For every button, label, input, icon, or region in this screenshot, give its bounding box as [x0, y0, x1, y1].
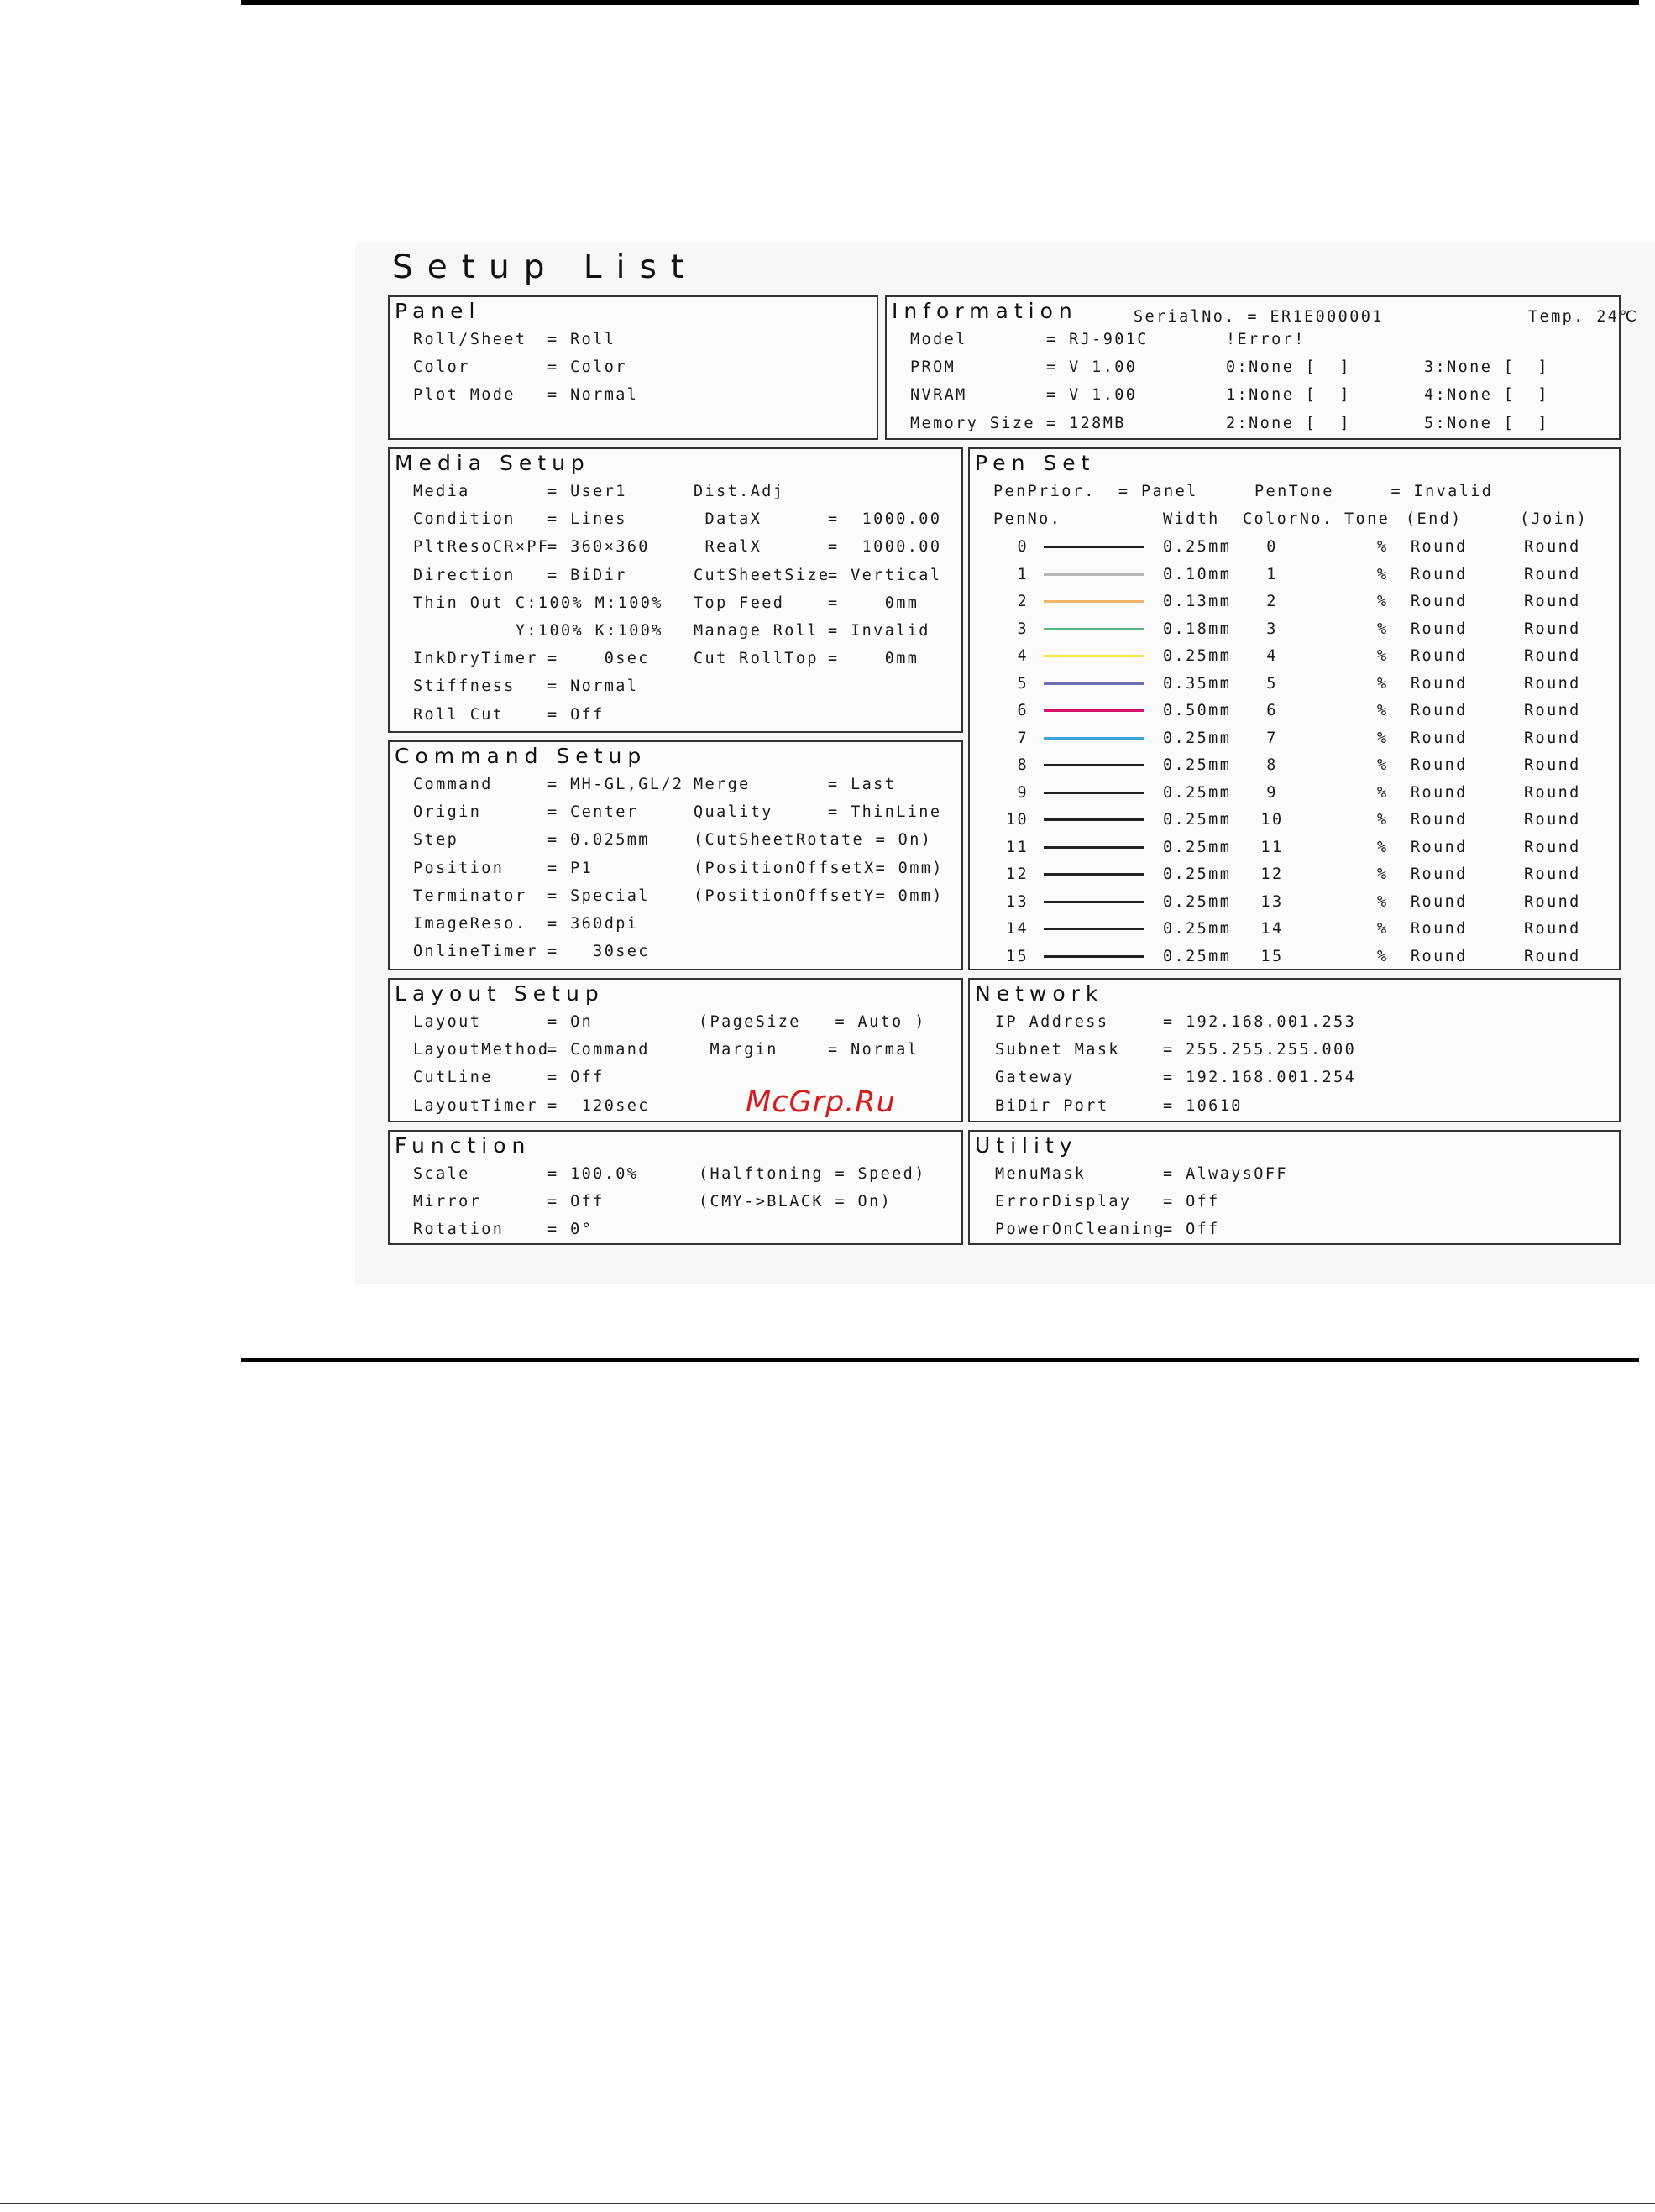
- utility-value: = Off: [1163, 1221, 1220, 1239]
- pen-width: 0.25mm: [1163, 920, 1232, 938]
- temperature: Temp. 24℃: [1528, 308, 1639, 326]
- pen-color-no: 3: [1266, 620, 1278, 638]
- network-key: IP Address: [995, 1013, 1109, 1031]
- media-key: Roll Cut: [413, 705, 505, 724]
- pen-number: 8: [1017, 756, 1029, 774]
- info-slot: 2:None [ ]: [1226, 414, 1351, 432]
- command-key: Command: [413, 776, 493, 793]
- pen-color-no: 15: [1260, 947, 1284, 965]
- pen-line-sample: [1044, 901, 1144, 903]
- pen-join: Round: [1524, 892, 1581, 911]
- media-value-2: = 0mm: [828, 650, 919, 668]
- pen-color-no: 10: [1260, 811, 1284, 829]
- setting-key: Plot Mode: [413, 386, 516, 405]
- media-value: = Off: [547, 705, 605, 724]
- pen-number: 15: [1005, 947, 1029, 965]
- pen-color-no: 8: [1266, 756, 1278, 774]
- info-slot: 3:None [ ]: [1424, 358, 1549, 377]
- media-value-2: = 0mm: [828, 594, 919, 612]
- pen-join: Round: [1524, 565, 1581, 583]
- pen-number: 11: [1005, 838, 1029, 856]
- media-key-2: Top Feed: [694, 594, 785, 612]
- pen-width: 0.25mm: [1163, 838, 1232, 856]
- command-key: OnlineTimer: [413, 943, 538, 961]
- setting-key: Color: [413, 358, 470, 377]
- utility-section: [968, 1130, 1621, 1245]
- media-key: PltResoCR×PF: [413, 538, 550, 557]
- layout-key-2: Margin: [699, 1041, 778, 1059]
- command-key: Step: [413, 831, 459, 850]
- pen-set-section: [968, 447, 1621, 970]
- function-value: = 100.0%: [547, 1165, 639, 1183]
- pen-number: 3: [1017, 620, 1029, 638]
- command-value: = Center: [547, 803, 639, 822]
- page-edge-rule: [0, 2203, 1655, 2204]
- network-title: Network: [975, 981, 1104, 1006]
- pen-priority: PenPrior. = Panel: [993, 483, 1198, 500]
- pen-tone: %: [1377, 538, 1389, 556]
- media-value: = 0sec: [547, 650, 650, 668]
- pen-tone: %: [1377, 811, 1389, 829]
- information-title: Information: [892, 299, 1078, 323]
- pen-line-sample: [1044, 764, 1144, 766]
- pen-color-no: 5: [1266, 674, 1278, 693]
- command-value: = 30sec: [547, 943, 650, 961]
- bottom-rule: [241, 1358, 1639, 1362]
- media-value-2: = 1000.00: [828, 510, 942, 529]
- pen-number: 4: [1017, 647, 1029, 665]
- command-setup-title: Command Setup: [395, 744, 647, 768]
- pen-number: 12: [1005, 865, 1029, 883]
- pen-line-sample: [1044, 600, 1144, 603]
- pen-end: Round: [1411, 892, 1468, 911]
- pen-join: Round: [1524, 756, 1581, 774]
- info-slot: !Error!: [1226, 331, 1306, 348]
- pen-set-title: Pen Set: [975, 451, 1096, 475]
- setting-value: = Normal: [547, 386, 639, 405]
- network-section: [968, 978, 1621, 1122]
- media-key-2: Cut RollTop: [694, 650, 819, 668]
- setting-value: = Roll: [547, 331, 616, 348]
- setting-value: = Color: [547, 358, 627, 377]
- pen-tone: %: [1377, 620, 1389, 638]
- network-value: = 192.168.001.253: [1163, 1013, 1357, 1031]
- utility-key: PowerOnCleaning: [995, 1221, 1166, 1239]
- pen-join: Round: [1524, 647, 1581, 665]
- media-value-2: = Invalid: [828, 622, 930, 640]
- pen-tone: %: [1377, 702, 1389, 719]
- pen-tone: %: [1377, 729, 1389, 747]
- function-key: Scale: [413, 1165, 470, 1183]
- pen-end: Round: [1411, 620, 1468, 638]
- page-title: Setup List: [392, 248, 699, 286]
- media-key-2: Dist.Adj: [694, 483, 785, 500]
- pen-width: 0.35mm: [1163, 674, 1232, 693]
- info-slot: 0:None [ ]: [1226, 358, 1351, 377]
- command-value: = Special: [547, 886, 650, 905]
- pen-color-no: 6: [1266, 702, 1278, 719]
- pen-tone: %: [1377, 947, 1389, 965]
- command-key-2: (PositionOffsetY= 0mm): [694, 886, 944, 905]
- pen-color-no: 0: [1266, 538, 1278, 556]
- command-key: ImageReso.: [413, 915, 527, 933]
- pen-line-sample: [1044, 873, 1144, 876]
- pen-tone: %: [1377, 593, 1389, 610]
- layout-key: LayoutMethod: [413, 1041, 550, 1059]
- info-value: = RJ-901C: [1046, 331, 1149, 348]
- pen-end: Round: [1411, 865, 1468, 883]
- pen-tone: %: [1377, 565, 1389, 583]
- media-value-2: = Vertical: [828, 566, 942, 584]
- command-setup-section: [388, 740, 963, 970]
- pen-width: 0.25mm: [1163, 865, 1232, 883]
- pen-join: Round: [1524, 865, 1581, 883]
- pen-tone: %: [1377, 920, 1389, 938]
- pen-join: Round: [1524, 729, 1581, 747]
- layout-value-2: = Normal: [828, 1041, 919, 1059]
- layout-value: = On: [547, 1013, 594, 1031]
- pen-number: 2: [1017, 593, 1029, 610]
- pen-number: 10: [1005, 811, 1029, 829]
- header-tone: Tone: [1344, 510, 1391, 528]
- pen-tone: %: [1377, 674, 1389, 693]
- media-value: = Lines: [547, 510, 627, 529]
- pen-color-no: 13: [1260, 892, 1284, 911]
- pen-number: 13: [1005, 892, 1029, 911]
- pen-color-no: 14: [1260, 920, 1284, 938]
- media-key: Condition: [413, 510, 516, 529]
- media-key: Media: [413, 483, 470, 500]
- pen-line-sample: [1044, 655, 1144, 657]
- pen-join: Round: [1524, 593, 1581, 610]
- media-value: = Normal: [547, 677, 639, 696]
- media-value: = User1: [547, 483, 627, 500]
- pen-end: Round: [1411, 565, 1468, 583]
- pen-tone: %: [1377, 838, 1389, 856]
- pen-line-sample: [1044, 546, 1144, 548]
- pen-color-no: 1: [1266, 565, 1278, 583]
- top-rule: [241, 0, 1639, 5]
- media-value-2: = 1000.00: [828, 538, 942, 557]
- header-join: (Join): [1520, 510, 1589, 528]
- utility-key: ErrorDisplay: [995, 1193, 1132, 1211]
- media-key: Direction: [413, 566, 516, 584]
- pen-number: 1: [1017, 565, 1029, 583]
- header-end: (End): [1406, 510, 1463, 528]
- pen-end: Round: [1411, 838, 1468, 856]
- info-value: = V 1.00: [1046, 358, 1138, 377]
- pen-width: 0.25mm: [1163, 538, 1232, 556]
- info-slot: 5:None [ ]: [1424, 414, 1549, 432]
- header-width: Width: [1163, 510, 1220, 528]
- pen-join: Round: [1524, 620, 1581, 638]
- media-setup-section: [388, 447, 963, 733]
- layout-key-2: (PageSize = Auto ): [699, 1013, 926, 1031]
- network-key: Gateway: [995, 1069, 1075, 1087]
- layout-key: CutLine: [413, 1069, 493, 1087]
- function-value: = 0°: [547, 1221, 594, 1239]
- media-value: = 360×360: [547, 538, 650, 557]
- function-value: = Off: [547, 1193, 605, 1211]
- function-section: [388, 1130, 963, 1245]
- pen-line-sample: [1044, 955, 1144, 958]
- info-key: Memory Size: [910, 414, 1035, 432]
- media-key: Stiffness: [413, 677, 516, 696]
- function-option: (CMY->BLACK = On): [699, 1193, 893, 1211]
- pen-line-sample: [1044, 682, 1144, 685]
- pen-end: Round: [1411, 783, 1468, 802]
- network-key: BiDir Port: [995, 1096, 1109, 1115]
- pen-width: 0.25mm: [1163, 756, 1232, 774]
- command-value-2: = Last: [828, 776, 897, 793]
- pen-line-sample: [1044, 628, 1144, 630]
- pen-color-no: 12: [1260, 865, 1284, 883]
- function-option: (Halftoning = Speed): [699, 1165, 926, 1183]
- pen-line-sample: [1044, 573, 1144, 576]
- pen-tone: %: [1377, 892, 1389, 911]
- info-slot: 4:None [ ]: [1424, 386, 1549, 405]
- pen-width: 0.13mm: [1163, 593, 1232, 610]
- pen-join: Round: [1524, 702, 1581, 719]
- pen-tone: %: [1377, 783, 1389, 802]
- info-value: = V 1.00: [1046, 386, 1138, 405]
- pen-width: 0.25mm: [1163, 783, 1232, 802]
- pen-number: 14: [1005, 920, 1029, 938]
- pen-line-sample: [1044, 792, 1144, 794]
- pen-end: Round: [1411, 947, 1468, 965]
- pen-number: 9: [1017, 783, 1029, 802]
- pen-color-no: 9: [1266, 783, 1278, 802]
- pen-join: Round: [1524, 783, 1581, 802]
- pen-color-no: 4: [1266, 647, 1278, 665]
- pen-width: 0.10mm: [1163, 565, 1232, 583]
- pen-color-no: 7: [1266, 729, 1278, 747]
- media-key-2: RealX: [694, 538, 762, 557]
- pen-width: 0.25mm: [1163, 892, 1232, 911]
- media-key-2: Manage Roll: [694, 622, 819, 640]
- pen-tone: PenTone = Invalid: [1254, 483, 1494, 500]
- media-key: InkDryTimer: [413, 650, 538, 668]
- pen-end: Round: [1411, 674, 1468, 693]
- info-slot: 1:None [ ]: [1226, 386, 1351, 405]
- function-title: Function: [395, 1133, 532, 1158]
- header-pen-no: PenNo.: [993, 510, 1062, 528]
- information-section: [885, 295, 1639, 440]
- pen-end: Round: [1411, 702, 1468, 719]
- pen-line-sample: [1044, 818, 1144, 821]
- network-key: Subnet Mask: [995, 1041, 1120, 1059]
- pen-number: 6: [1017, 702, 1029, 719]
- info-key: PROM: [910, 358, 956, 377]
- panel-title: Panel: [395, 299, 481, 323]
- pen-end: Round: [1411, 647, 1468, 665]
- info-key: Model: [910, 331, 967, 348]
- pen-end: Round: [1411, 729, 1468, 747]
- pen-line-sample: [1044, 709, 1144, 712]
- pen-width: 0.25mm: [1163, 647, 1232, 665]
- pen-width: 0.50mm: [1163, 702, 1232, 719]
- command-value: = 0.025mm: [547, 831, 650, 850]
- pen-join: Round: [1524, 838, 1581, 856]
- function-key: Mirror: [413, 1193, 482, 1211]
- pen-join: Round: [1524, 947, 1581, 965]
- pen-tone: %: [1377, 647, 1389, 665]
- pen-join: Round: [1524, 811, 1581, 829]
- pen-number: 5: [1017, 674, 1029, 693]
- layout-value: = Off: [547, 1069, 605, 1087]
- command-key: Position: [413, 859, 505, 877]
- pen-width: 0.25mm: [1163, 729, 1232, 747]
- command-key-2: Quality: [694, 803, 773, 822]
- pen-end: Round: [1411, 920, 1468, 938]
- info-key: NVRAM: [910, 386, 967, 405]
- setting-key: Roll/Sheet: [413, 331, 527, 348]
- layout-setup-title: Layout Setup: [395, 981, 605, 1006]
- network-value: = 192.168.001.254: [1163, 1069, 1357, 1087]
- layout-value: = Command: [547, 1041, 650, 1059]
- pen-color-no: 2: [1266, 593, 1278, 610]
- pen-end: Round: [1411, 593, 1468, 610]
- info-value: = 128MB: [1046, 414, 1126, 432]
- media-value: = BiDir: [547, 566, 627, 584]
- pen-join: Round: [1524, 538, 1581, 556]
- command-key: Terminator: [413, 886, 527, 905]
- layout-key: Layout: [413, 1013, 482, 1031]
- command-key-2: Merge: [694, 776, 751, 793]
- pen-width: 0.25mm: [1163, 947, 1232, 965]
- command-key-2: (PositionOffsetX= 0mm): [694, 859, 944, 877]
- layout-key: LayoutTimer: [413, 1096, 538, 1115]
- command-value: = MH-GL,GL/2: [547, 776, 684, 793]
- serial-number: SerialNo. = ER1E000001: [1134, 308, 1384, 326]
- pen-line-sample: [1044, 846, 1144, 849]
- pen-line-sample: [1044, 737, 1144, 740]
- command-value: = 360dpi: [547, 915, 639, 933]
- command-key-2: (CutSheetRotate = On): [694, 831, 933, 850]
- command-key: Origin: [413, 803, 482, 822]
- media-setup-title: Media Setup: [395, 451, 590, 475]
- network-value: = 255.255.255.000: [1163, 1041, 1357, 1059]
- pen-line-sample: [1044, 928, 1144, 930]
- media-key: Y:100% K:100%: [413, 622, 663, 640]
- pen-tone: %: [1377, 865, 1389, 883]
- function-key: Rotation: [413, 1221, 505, 1239]
- pen-join: Round: [1524, 920, 1581, 938]
- command-value-2: = ThinLine: [828, 803, 942, 822]
- pen-number: 0: [1017, 538, 1029, 556]
- command-value: = P1: [547, 859, 594, 877]
- pen-width: 0.18mm: [1163, 620, 1232, 638]
- pen-join: Round: [1524, 674, 1581, 693]
- pen-number: 7: [1017, 729, 1029, 747]
- network-value: = 10610: [1163, 1096, 1243, 1115]
- utility-key: MenuMask: [995, 1165, 1087, 1183]
- panel-section: [388, 295, 878, 440]
- pen-color-no: 11: [1260, 838, 1284, 856]
- pen-tone: %: [1377, 756, 1389, 774]
- media-key-2: CutSheetSize: [694, 566, 830, 584]
- media-key: Thin Out C:100% M:100%: [413, 594, 663, 612]
- pen-width: 0.25mm: [1163, 811, 1232, 829]
- pen-end: Round: [1411, 811, 1468, 829]
- header-color-no: ColorNo.: [1243, 510, 1334, 528]
- utility-value: = AlwaysOFF: [1163, 1165, 1288, 1183]
- layout-value: = 120sec: [547, 1096, 650, 1115]
- pen-end: Round: [1411, 756, 1468, 774]
- watermark: McGrp.Ru: [746, 1085, 896, 1119]
- pen-end: Round: [1411, 538, 1468, 556]
- media-key-2: DataX: [694, 510, 762, 529]
- utility-title: Utility: [975, 1133, 1078, 1158]
- utility-value: = Off: [1163, 1193, 1220, 1211]
